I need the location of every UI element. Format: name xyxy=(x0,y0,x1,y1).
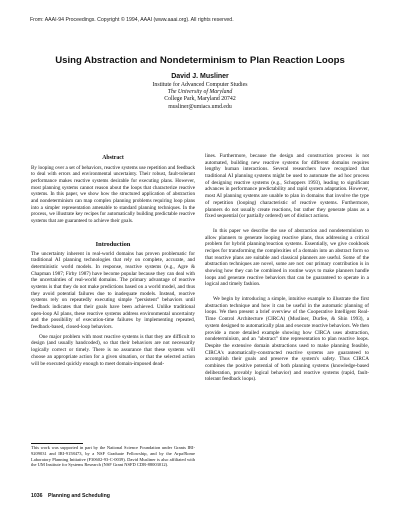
footnote-rule xyxy=(31,443,83,444)
intro-paragraph-1: The uncertainty inherent in real-world domains has proven problematic for traditional AI planning technologies that rely on complete, accurate, and deterministic world models. In response, reactive systems (e.g., Agre & Chapman 1987; Firby 1987) have become popular because they can deal with the uncertainties of real-world domains. The primary advantage of reactive systems is that they do not make predictions based on a world model, and thus they avoid potential failures due to inadequate models. Instead, reactive systems rely on repeatedly executing simple "persistent" behaviors until feedback indicates that their goals have been achieved. Unlike traditional open-loop AI plans, these reactive systems address environmental uncertainty and the possibility of execution-time failures by implementing repeated, feedback-based, closed-loop behaviors. xyxy=(31,250,195,331)
paper-title: Using Abstraction and Nondeterminism to Plan Reaction Loops xyxy=(55,55,345,66)
page-footer xyxy=(31,493,110,499)
left-column xyxy=(31,155,195,367)
footer-section: Planning and Scheduling xyxy=(48,493,110,499)
affiliation-institute: Institute for Advanced Computer Studies xyxy=(152,82,248,88)
paragraph-gap xyxy=(205,220,369,228)
author-block xyxy=(0,72,400,111)
page-number: 1036 xyxy=(31,493,43,499)
abstract-heading: Abstract xyxy=(102,155,124,161)
right-paragraph-1: lines. Furthermore, because the design and construction process is not automated, building new reactive systems for different domains requires lengthy human interactions. Several researchers have recognized that traditional AI planning systems might be used to automate the ad hoc process of designing reactive systems (e.g., Schoppers 1993), leading to significant advances in performance predictability and rapid system adaptation. However, most AI planning systems are unable to plan in domains that involve the type of repetition (looping) characteristic of reactive systems. Furthermore, planners do not usually create reactions, but rather they generate plans as a fixed sequential (or partially ordered) set of distinct actions. xyxy=(205,153,369,220)
introduction-heading: Introduction xyxy=(95,240,131,248)
paragraph-gap xyxy=(205,288,369,296)
footnote: This work was supported in part by the National Science Foundation under Grants IRI-9209031 and IRI-9158473, by a NSF Graduate Fellowship, and by the Arpa/Rome Laboratory Planning Initiative (F30602-93-C-0039). David Musliner is also affiliated with the UM Institute for Systems Research (NSF Grant NSFD CDR-88003012). xyxy=(31,445,195,468)
abstract-text: By looping over a set of behaviors, reactive systems use repetition and feedback to deal with errors and environmental uncertainty. Their robust, fault-tolerant performance makes reactive systems desirable for executing plans. However, most planning systems cannot reason about the loops that characterize reactive systems. In this paper, we show how the structured application of abstraction and nondeterminism can map complex planning problems requiring loop plans into a simpler representation amenable to standard planning techniques. In the process, we illustrate key recipes for automatically building predictable reactive systems that are guaranteed to achieve their goals. xyxy=(31,164,195,225)
right-paragraph-2: In this paper we describe the use of abstraction and nondeterminism to allow planners to generate looping reactive plans, thus addressing a critical problem for hybrid planning/reaction systems. Essentially, we give cookbook recipes for transforming the complexities of a domain into an abstract form so that reactive plans are suitable and classical planners are useful. Some of the abstraction techniques are novel, some are not: our primary contribution is in showing how they can be combined in routine ways to make planners handle loops and generate reactive behaviors that can be guaranteed to operate in a logical and timely fashion. xyxy=(205,227,369,288)
right-column xyxy=(205,153,369,383)
author-email: musliner@umiacs.umd.edu xyxy=(168,103,232,110)
intro-paragraph-2: One major problem with most reactive systems is that they are difficult to design (and usually handcoded), so that their behaviors are not necessarily logically correct or timely. There is no assurance that these systems will choose an appropriate action for a given situation, or that the selected action will be executed quickly enough to meet domain-imposed dead- xyxy=(31,333,195,367)
affiliation-address: College Park, Maryland 20742 xyxy=(164,96,236,103)
affiliation-university: The University of Maryland xyxy=(167,89,233,96)
source-line: From: AAAI-94 Proceedings. Copyright © 1994, AAAI (www.aaai.org). All rights reserved. xyxy=(30,17,234,23)
right-paragraph-3: We begin by introducing a simple, intuitive example to illustrate the first abstraction technique and how it can be useful in the automatic planning of loops. We then present a brief overview of the Cooperative Intelligent Real-Time Control Architecture (CIRCA) (Musliner, Durfee, & Shin 1993), a system designed to automatically plan and execute reactive behaviors. We then provide a more detailed example showing how CIRCA uses abstraction, nondeterminism, and an "abstract" time representation to plan reactive loops. Despite the extensive domain abstractions used to make planning feasible, CIRCA's automatically-constructed reactive systems are guaranteed to accomplish their goals and preserve the system's safety. Thus CIRCA combines the positive potential of both planning systems (knowledge-based deliberation, provably logical behavior) and reactive systems (rapid, fault-tolerant feedback loops). xyxy=(205,296,369,383)
author-name: David J. Musliner xyxy=(171,73,229,80)
